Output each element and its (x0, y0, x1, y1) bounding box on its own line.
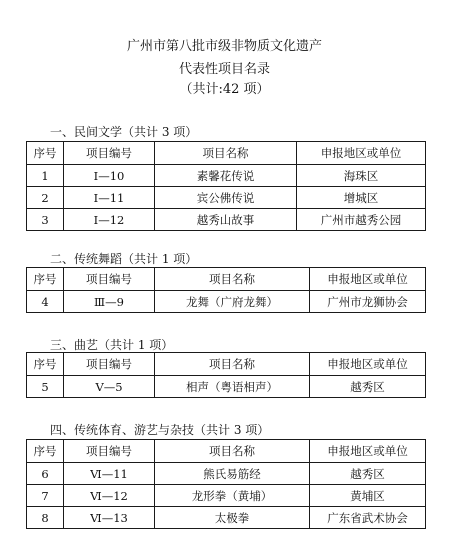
table-row (27, 463, 426, 485)
cell-code: Ⅴ—5 (64, 376, 155, 398)
document-subtitle: 代表性项目名录 (178, 62, 270, 77)
cell-region: 增城区 (297, 187, 426, 209)
cell-region: 越秀区 (310, 463, 426, 485)
header-seq: 序号 (27, 440, 64, 463)
header-region: 申报地区或单位 (310, 440, 426, 463)
header-region: 申报地区或单位 (297, 142, 426, 165)
cell-seq: 1 (27, 165, 64, 187)
section-heading-quyi: 三、曲艺（共计 1 项） (50, 338, 174, 352)
table-row (27, 209, 426, 231)
section-heading-traditional-dance: 二、传统舞蹈（共计 1 项） (50, 252, 198, 266)
cell-seq: 7 (27, 485, 64, 507)
cell-region: 越秀区 (310, 376, 426, 398)
cell-name: 龙形拳（黄埔） (155, 485, 310, 507)
table-quyi (26, 352, 426, 398)
table-header-row (27, 353, 426, 376)
cell-seq: 4 (27, 291, 64, 313)
header-seq: 序号 (27, 142, 64, 165)
cell-code: Ⅵ—12 (64, 485, 155, 507)
cell-code: Ⅲ—9 (64, 291, 155, 313)
table-row (27, 187, 426, 209)
header-region: 申报地区或单位 (310, 353, 426, 376)
table-row (27, 165, 426, 187)
cell-code: Ⅵ—13 (64, 507, 155, 529)
table-row (27, 507, 426, 529)
cell-code: Ⅰ—12 (64, 209, 155, 231)
cell-name: 龙舞（广府龙舞） (155, 291, 310, 313)
header-code: 项目编号 (64, 353, 155, 376)
header-name: 项目名称 (155, 440, 310, 463)
header-code: 项目编号 (64, 142, 155, 165)
cell-name: 太极拳 (155, 507, 310, 529)
section-heading-sports-acrobatics: 四、传统体育、游艺与杂技（共计 3 项） (50, 423, 270, 437)
cell-name: 熊氏易筋经 (155, 463, 310, 485)
cell-name: 越秀山故事 (155, 209, 297, 231)
cell-region: 海珠区 (297, 165, 426, 187)
cell-region: 广州市越秀公园 (297, 209, 426, 231)
header-name: 项目名称 (155, 142, 297, 165)
table-header-row (27, 268, 426, 291)
cell-code: Ⅰ—10 (64, 165, 155, 187)
table-folk-literature (26, 141, 426, 231)
table-traditional-dance (26, 267, 426, 313)
table-sports-acrobatics (26, 439, 426, 529)
header-code: 项目编号 (64, 440, 155, 463)
cell-name: 相声（粤语相声） (155, 376, 310, 398)
cell-seq: 3 (27, 209, 64, 231)
cell-region: 广东省武术协会 (310, 507, 426, 529)
table-row (27, 291, 426, 313)
section-heading-folk-literature: 一、民间文学（共计 3 项） (50, 125, 198, 139)
header-seq: 序号 (27, 268, 64, 291)
header-seq: 序号 (27, 353, 64, 376)
header-name: 项目名称 (155, 353, 310, 376)
cell-region: 黄埔区 (310, 485, 426, 507)
cell-seq: 5 (27, 376, 64, 398)
header-code: 项目编号 (64, 268, 155, 291)
table-header-row (27, 440, 426, 463)
cell-region: 广州市龙狮协会 (310, 291, 426, 313)
document-title: 广州市第八批市级非物质文化遗产 (126, 39, 322, 54)
cell-code: Ⅰ—11 (64, 187, 155, 209)
cell-name: 宾公佛传说 (155, 187, 297, 209)
table-header-row (27, 142, 426, 165)
cell-name: 素馨花传说 (155, 165, 297, 187)
table-row (27, 485, 426, 507)
table-row (27, 376, 426, 398)
header-name: 项目名称 (155, 268, 310, 291)
total-count: （共计:42 项） (179, 82, 270, 97)
cell-code: Ⅵ—11 (64, 463, 155, 485)
cell-seq: 8 (27, 507, 64, 529)
header-region: 申报地区或单位 (310, 268, 426, 291)
cell-seq: 2 (27, 187, 64, 209)
cell-seq: 6 (27, 463, 64, 485)
